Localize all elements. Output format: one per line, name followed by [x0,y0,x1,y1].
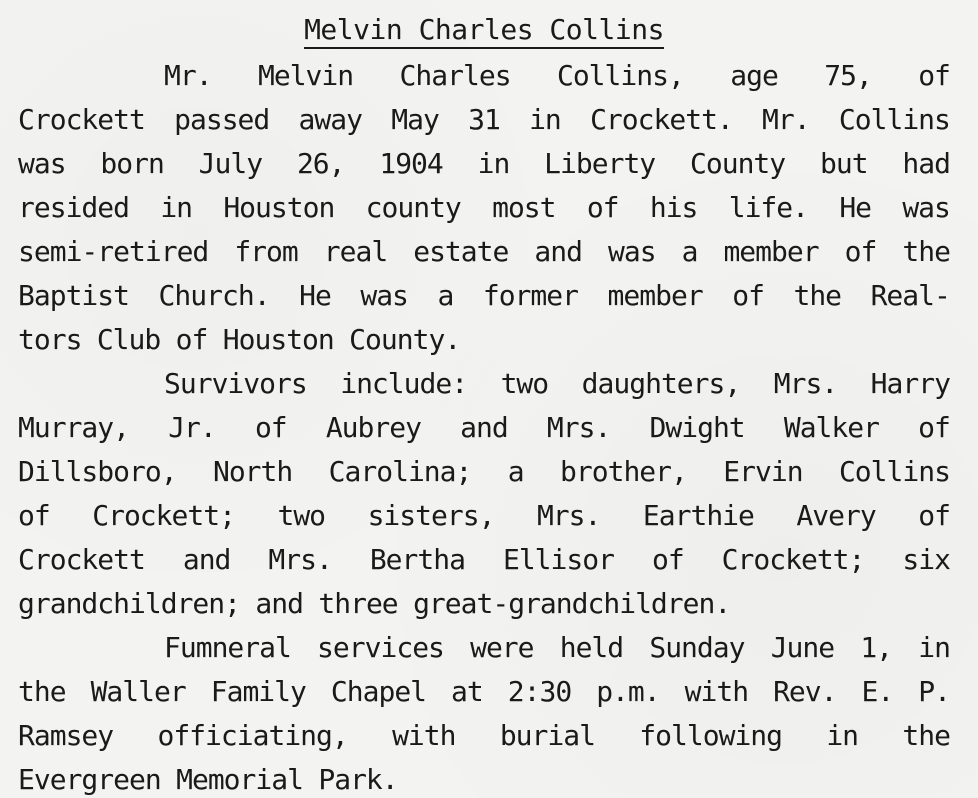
word: July [198,147,263,180]
text-line [18,98,950,142]
word: two [500,367,549,400]
word: two [277,499,326,532]
word: Crockett [18,103,145,136]
word: Mrs. [536,499,601,532]
word: Real- [870,279,950,312]
word: Mrs. [546,411,611,444]
word: Bertha [369,543,465,576]
word: of [651,543,684,576]
text-line [18,450,950,494]
word: Collins [838,455,950,488]
word: He [839,191,872,224]
word: Mrs. [773,367,838,400]
word: tors [18,323,82,356]
word: sisters, [367,499,495,532]
word: Ervin [723,455,803,488]
word: in [160,191,193,224]
word: Earthie [642,499,754,532]
word: Dwight [649,411,745,444]
word: life. [728,191,809,224]
word: Family [210,675,306,708]
word: E. [861,675,894,708]
word: p.m. [596,675,660,708]
word: from [234,235,298,268]
word: Crockett; [721,543,865,576]
word: Club [96,323,161,356]
word: June [770,631,835,664]
word: passed [174,103,270,136]
word: the [18,675,66,708]
word: 1904 [379,147,443,180]
word: Crockett [18,543,145,576]
word: member [607,279,703,312]
word: in [529,103,561,136]
word: of [175,323,208,356]
word: of [918,59,950,92]
word: Park. [318,763,398,796]
word: resided [18,191,130,224]
word: most [492,191,556,224]
word: estate [413,235,509,268]
word: Ellisor [502,543,614,576]
word: great-grandchildren. [413,587,731,620]
text-line [18,406,950,450]
word: Avery [796,499,876,532]
word: of [918,499,950,532]
word: Houston [223,191,335,224]
word: Crockett; [92,499,235,532]
word: services [317,631,444,664]
word: He [299,279,331,312]
word: grandchildren; [18,587,241,620]
text-line [18,714,950,758]
word: Mrs. [268,543,332,576]
word: had [902,147,950,180]
word: in [918,631,950,664]
word: Survivors [164,367,307,400]
word: at [451,675,483,708]
obituary-body [18,54,950,798]
word: the [793,279,842,312]
word: Crockett. [590,103,733,136]
word: Houston [222,323,334,356]
text-line [18,318,950,362]
text-line [18,538,950,582]
word: Liberty [544,147,656,180]
word: with [684,675,749,708]
word: and [460,411,508,444]
word: Ramsey [18,719,114,752]
word: and [255,587,303,620]
word: Melvin [257,59,354,92]
word: Collins [838,103,950,136]
text-line [18,186,950,230]
word: 75, [824,59,872,92]
word: Aubrey [325,411,421,444]
word: brother, [560,455,687,488]
word: semi-retired [18,235,209,268]
word: include: [340,367,468,400]
word: was [360,279,408,312]
text-line [18,230,950,274]
word: Dillsboro, [18,455,177,488]
word: Church. [158,279,270,312]
word: County. [349,323,461,356]
word: of [586,191,619,224]
word: Rev. [773,675,837,708]
word: held [559,631,624,664]
word: Mr. [164,59,212,92]
word: Collins, [556,59,684,92]
word: Charles [399,59,511,92]
word: 2:30 [507,675,572,708]
word: former [482,279,578,312]
word: real [323,235,388,268]
word: in [477,147,510,180]
text-line [18,758,950,798]
word: May [391,103,439,136]
word: a [507,455,524,488]
word: Carolina; [328,455,472,488]
text-line [18,142,950,186]
text-line [18,54,950,98]
word: county [365,191,461,224]
word: Waller [90,675,186,708]
word: Memorial [176,763,303,796]
word: age [730,59,778,92]
text-line [18,362,950,406]
word: burial [499,719,595,752]
word: North [212,455,293,488]
word: Sunday [649,631,745,664]
word: three [318,587,398,620]
word: Chapel [330,675,427,708]
word: were [470,631,534,664]
text-line [18,274,950,318]
word: of [732,279,764,312]
word: following [639,719,783,752]
obituary-title: Melvin Charles Collins [304,13,664,49]
word: the [902,235,950,268]
word: in [826,719,859,752]
word: 26, [296,147,345,180]
word: a [437,279,454,312]
text-line [18,582,950,626]
word: member [723,235,819,268]
word: of [254,411,287,444]
word: 31 [468,103,500,136]
word: a [681,235,698,268]
word: born [100,147,164,180]
word: Murray, [18,411,130,444]
word: of [918,411,950,444]
word: six [902,543,950,576]
word: Baptist [18,279,130,312]
word: P. [918,675,950,708]
word: was [607,235,656,268]
word: the [902,719,950,752]
obituary-title-container [0,12,978,48]
word: 1, [860,631,893,664]
text-line [18,626,950,670]
word: of [844,235,877,268]
word: County [690,147,786,180]
word: Mr. [762,103,810,136]
word: his [649,191,698,224]
text-line [18,494,950,538]
word: Harry [870,367,950,400]
text-line [18,670,950,714]
word: Walker [783,411,879,444]
word: away [298,103,362,136]
word: Jr. [168,411,216,444]
word: and [182,543,231,576]
word: with [392,719,456,752]
word: Evergreen [18,763,161,796]
word: but [819,147,868,180]
word: daughters, [581,367,741,400]
word: was [18,147,66,180]
word: and [534,235,582,268]
word: was [902,191,950,224]
word: officiating, [157,719,348,752]
word: of [18,499,50,532]
word: Fumneral [164,631,291,664]
